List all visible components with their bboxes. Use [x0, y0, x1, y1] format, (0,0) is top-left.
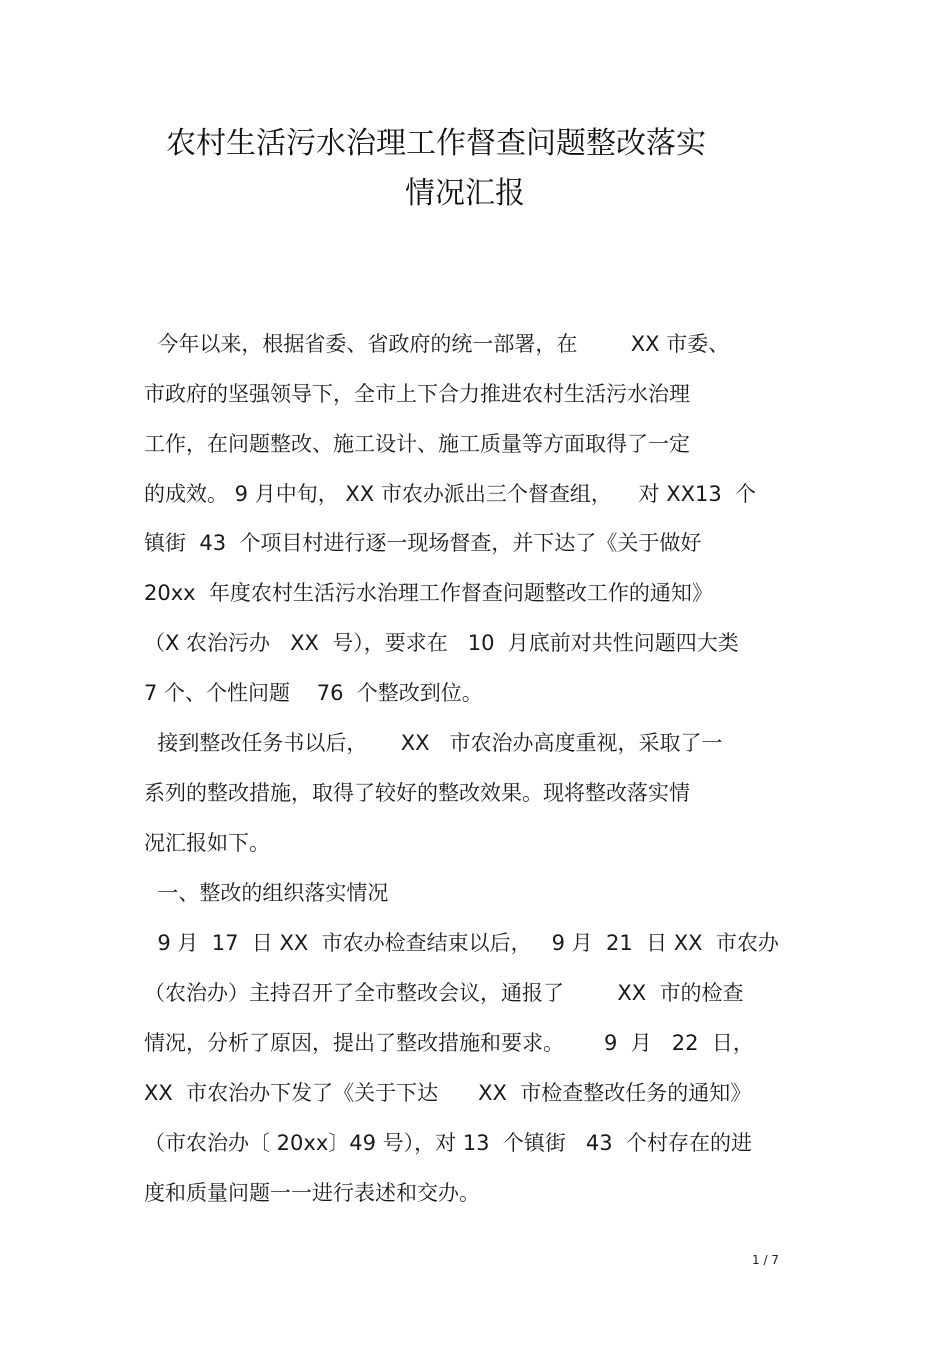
body-text-line: 的成效。 9 月中旬， XX 市农办派出三个督查组， 对 XX13 个: [144, 482, 757, 506]
body-text-line: 系列的整改措施，取得了较好的整改效果。现将整改落实情: [144, 781, 690, 805]
body-text-line: 情况，分析了原因，提出了整改措施和要求。 9 月 22 日，: [144, 1031, 754, 1055]
section-heading: 一、整改的组织落实情况: [144, 881, 389, 905]
body-text-line: 20xx 年度农村生活污水治理工作督查问题整改工作的通知》: [144, 581, 713, 605]
document-title-line-1: 农村生活污水治理工作督查问题整改落实: [166, 126, 706, 161]
body-text-line: 9 月 17 日 XX 市农办检查结束以后， 9 月 21 日 XX 市农办: [144, 931, 779, 955]
body-text-line: 市政府的坚强领导下，全市上下合力推进农村生活污水治理: [144, 382, 690, 406]
body-text-line: 况汇报如下。: [144, 831, 270, 855]
page-number: 1 / 7: [752, 1253, 779, 1267]
body-text-line: 度和质量问题一一进行表述和交办。: [144, 1181, 480, 1205]
document-title-line-2: 情况汇报: [405, 176, 525, 211]
body-text-line: （X 农治污办 XX 号），要求在 10 月底前对共性问题四大类: [144, 631, 739, 655]
body-text-line: XX 市农治办下发了《关于下达 XX 市检查整改任务的通知》: [144, 1081, 752, 1105]
body-text-line: 镇街 43 个项目村进行逐一现场督查，并下达了《关于做好: [144, 531, 702, 555]
body-text-line: 工作，在问题整改、施工设计、施工质量等方面取得了一定: [144, 432, 690, 456]
body-text-line: （农治办）主持召开了全市整改会议，通报了 XX 市的检查: [144, 981, 744, 1005]
body-text-line: （市农治办〔 20xx〕49 号），对 13 个镇街 43 个村存在的进: [144, 1131, 752, 1155]
body-text-line: 今年以来，根据省委、省政府的统一部署，在 XX 市委、: [144, 332, 730, 356]
body-text-line: 7 个、个性问题 76 个整改到位。: [144, 681, 483, 705]
body-text-line: 接到整改任务书以后， XX 市农治办高度重视，采取了一: [144, 731, 723, 755]
